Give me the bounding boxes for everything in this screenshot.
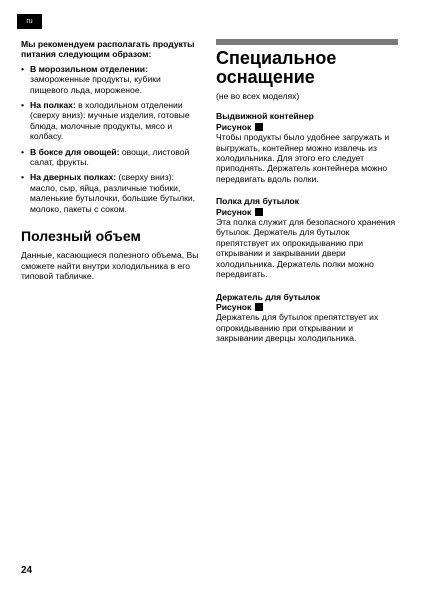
item-lead: В морозильном отделении: [30,63,148,74]
figure-ref [216,302,398,312]
block-text: Чтобы продукты было удобнее загружать и выгружать, контейнер можно извлечь из холодильника. Для этого его следует приподнять. Держатель контейнера можно передвигать вдоль полки. [216,132,390,184]
volume-heading: Полезный объем [21,228,141,245]
bullet-icon: • [21,100,25,111]
item-text: замороженные продукты, кубики пищевого льда, мороженое. [30,74,161,95]
figure-square-icon [255,208,263,216]
item-text: в холодильном отделении (сверху вниз): мучные изделия, готовые блюда, молочные продукты, мясо и колбасу. [30,100,190,142]
item-lead: На дверных полках: [30,172,117,183]
page-number: 24 [21,565,33,576]
left-column [21,39,199,281]
block-title: Полка для бутылок [216,196,299,207]
list-item [21,147,199,168]
figure-square-icon [255,123,263,131]
storage-intro: Мы рекомендуем располагать продукты питания следующим образом: [21,39,195,60]
block-title: Выдвижной контейнер [216,111,314,122]
block-title: Держатель для бутылок [216,291,321,302]
item-text: овощи, листовой салат, фрукты. [30,146,190,168]
figure-ref [216,122,398,132]
item-lead: В боксе для овощей: [30,146,120,157]
figure-ref [216,207,398,217]
equipment-block [216,292,398,344]
section-rule [216,39,398,45]
list-item [21,64,199,95]
figure-square-icon [255,303,263,311]
bullet-icon: • [21,63,25,74]
figure-label: Рисунок [216,121,252,132]
models-note: (не во всех моделях) [216,91,300,101]
language-code: ru [26,18,33,25]
block-text: Эта полка служит для безопасного хранения бутылок. Держатель для бутылок препятствует их опрокидыванию при открывании и закрывании двери холодильника. Держатель полки можно передвигать. [216,217,396,280]
right-column [216,39,398,356]
block-text: Держатель для бутылок препятствует их опрокидыванию при открывании и закрывании дверцы холодильника. [216,312,379,344]
equipment-block [216,196,398,279]
item-text: (сверху вниз): масло, сыр, яйца, различные тюбики, маленькие бутылочки, большие бутылки, молоко, пакеты с соком. [30,172,196,214]
figure-label: Рисунок [216,206,252,217]
bullet-icon: • [21,146,25,157]
bullet-icon: • [21,172,25,183]
language-badge [17,14,42,29]
volume-text: Данные, касающиеся полезного объема, Вы сможете найти внутри холодильника в его типовой табличке. [21,250,199,281]
equipment-block [216,111,398,184]
storage-list [21,64,199,214]
figure-label: Рисунок [216,301,252,312]
special-equipment-heading: Специальное оснащение [216,48,337,87]
list-item [21,100,199,142]
item-lead: На полках: [30,100,76,111]
list-item [21,172,199,214]
